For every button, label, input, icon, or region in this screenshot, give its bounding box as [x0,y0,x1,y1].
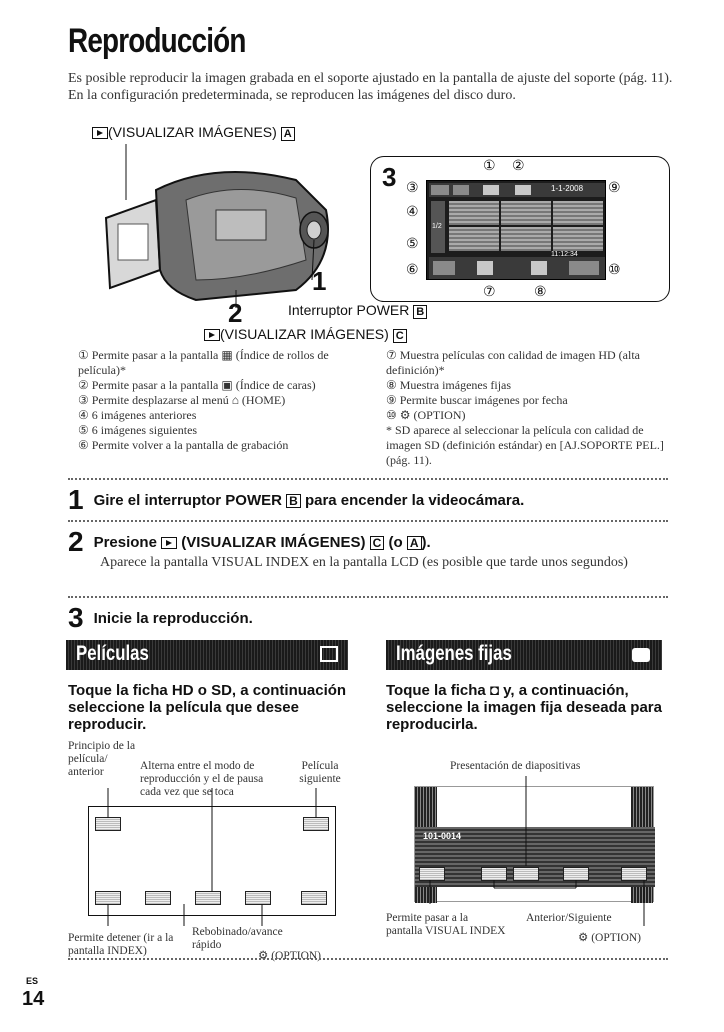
label-visualizar-a: (VISUALIZAR IMÁGENES) A [92,124,295,141]
intro-paragraph: Es posible reproducir la imagen grabada en el soporte ajustado en la pantalla de ajuste del soporte (pág. 11). En la configuración predeterminada, se reproducen las imágenes del disco duro. [68,71,673,103]
page-number: 14 [22,988,45,1010]
callout-circle-7: ⑦ [483,285,496,300]
home-tab[interactable] [431,185,449,195]
callout-circle-8: ⑧ [534,285,547,300]
callout-circle-9: ⑨ [608,181,621,196]
legend-item: ④ 6 imágenes anteriores [78,408,197,422]
divider [68,478,668,480]
legend-item: ⑨ Permite buscar imágenes por fecha [386,393,568,407]
play-icon [92,127,108,139]
callout-circle-2: ② [512,159,525,174]
legend-item: ⑧ Muestra imágenes fijas [386,378,512,392]
language-tag: ES [26,976,39,986]
step-3: 3 Inicie la reproducción. [68,602,253,633]
still-tab[interactable] [531,261,547,275]
lcd-date: 1-1-2008 [551,184,584,193]
step-2: 2 Presione (VISUALIZAR IMÁGENES) C (o A ). [68,526,431,557]
caption-toggle: Alterna entre el modo de reproducción y el de pausa cada vez que se toca [140,760,264,798]
callout-circle-6: ⑥ [406,263,419,278]
thumbnail[interactable] [501,201,551,225]
callout-circle-4: ④ [406,205,419,220]
movies-banner: Películas [66,640,348,670]
divider [68,596,668,598]
step-1: 1 Gire el interruptor POWER B para encender la videocámara. [68,484,525,515]
option-button[interactable] [569,261,599,275]
camera-icon [632,648,650,662]
power-switch-label: Interruptor POWER B [288,302,427,319]
thumbnail[interactable] [553,227,603,251]
option-icon: ⚙ [258,950,269,962]
callout-circle-10: ⑩ [608,263,621,278]
legend-left [78,348,358,453]
film-icon [320,646,338,662]
caption-prevnext: Anterior/Siguiente [526,912,612,924]
legend-item: ① Permite pasar a la pantalla ▦ (Índice de rollos de película)* [78,348,329,377]
movie-callout-lines [88,780,338,940]
stills-heading: Toque la ficha ◘ y, a continuación, seleccione la imagen fija deseada para reproducirla. [386,682,662,733]
thumbnail[interactable] [449,227,499,251]
lcd-page: 1/2 [432,223,442,230]
caption-stop: Permite detener (ir a la pantalla INDEX) [68,932,174,957]
film-roll-tab[interactable] [453,185,469,195]
hd-tab[interactable] [477,261,493,275]
face-index-tab[interactable] [483,185,499,195]
callout-3: 3 [382,162,397,192]
movies-heading: Toque la ficha HD o SD, a continuación seleccione la película que desee reproducir. [68,682,347,733]
callout-1: 1 [312,266,327,296]
play-icon [161,537,177,549]
camcorder-illustration [96,140,346,310]
stills-banner: Imágenes fijas [386,640,662,670]
legend-right [386,348,676,468]
thumbnail[interactable] [449,201,499,225]
legend-item: ⑩ ⚙ (OPTION) [386,408,466,422]
legend-item: ③ Permite desplazarse al menú ⌂ (HOME) [78,393,286,407]
legend-item: ⑥ Permite volver a la pantalla de grabación [78,438,289,452]
callout-2: 2 [228,298,243,328]
caption-next: Película siguiente [299,760,341,785]
legend-item: ② Permite pasar a la pantalla ▣ (Índice de caras) [78,378,316,392]
label-visualizar-c: (VISUALIZAR IMÁGENES) C [204,326,407,343]
step-2-body: Aparece la pantalla VISUAL INDEX en la pantalla LCD (es posible que tarde unos segundos) [100,555,628,570]
caption-index: Permite pasar a la pantalla VISUAL INDEX [386,912,506,937]
legend-item: ⑤ 6 imágenes siguientes [78,423,198,437]
caption-option: ⚙ (OPTION) [258,950,322,962]
play-icon [204,329,220,341]
caption-start: Principio de la película/ anterior [68,740,136,778]
face-tab[interactable] [515,185,531,195]
option-icon: ⚙ [578,932,589,944]
thumbnail[interactable] [553,201,603,225]
callout-circle-1: ① [483,159,496,174]
thumbnail[interactable] [501,227,551,251]
callout-circle-5: ⑤ [406,237,419,252]
divider [68,958,668,960]
file-number: 101-0014 [423,831,462,841]
callout-circle-3: ③ [406,181,419,196]
lcd-time: 11:12:34 [551,251,578,258]
legend-item: ⑦ Muestra películas con calidad de imagen HD (alta definición)* [386,348,640,377]
return-button[interactable] [433,261,455,275]
page-title: Reproducción [68,22,246,60]
divider [68,520,668,522]
caption-slideshow: Presentación de diapositivas [450,760,581,772]
legend-item: * SD aparece al seleccionar la película con calidad de imagen SD (definición estándar) en [AJ.SOPORTE PEL.] (pág. 11). [386,423,664,467]
lcd-visual-index [426,180,606,280]
caption-option: ⚙ (OPTION) [578,932,642,944]
caption-rewind: Rebobinado/avance rápido [192,926,283,951]
